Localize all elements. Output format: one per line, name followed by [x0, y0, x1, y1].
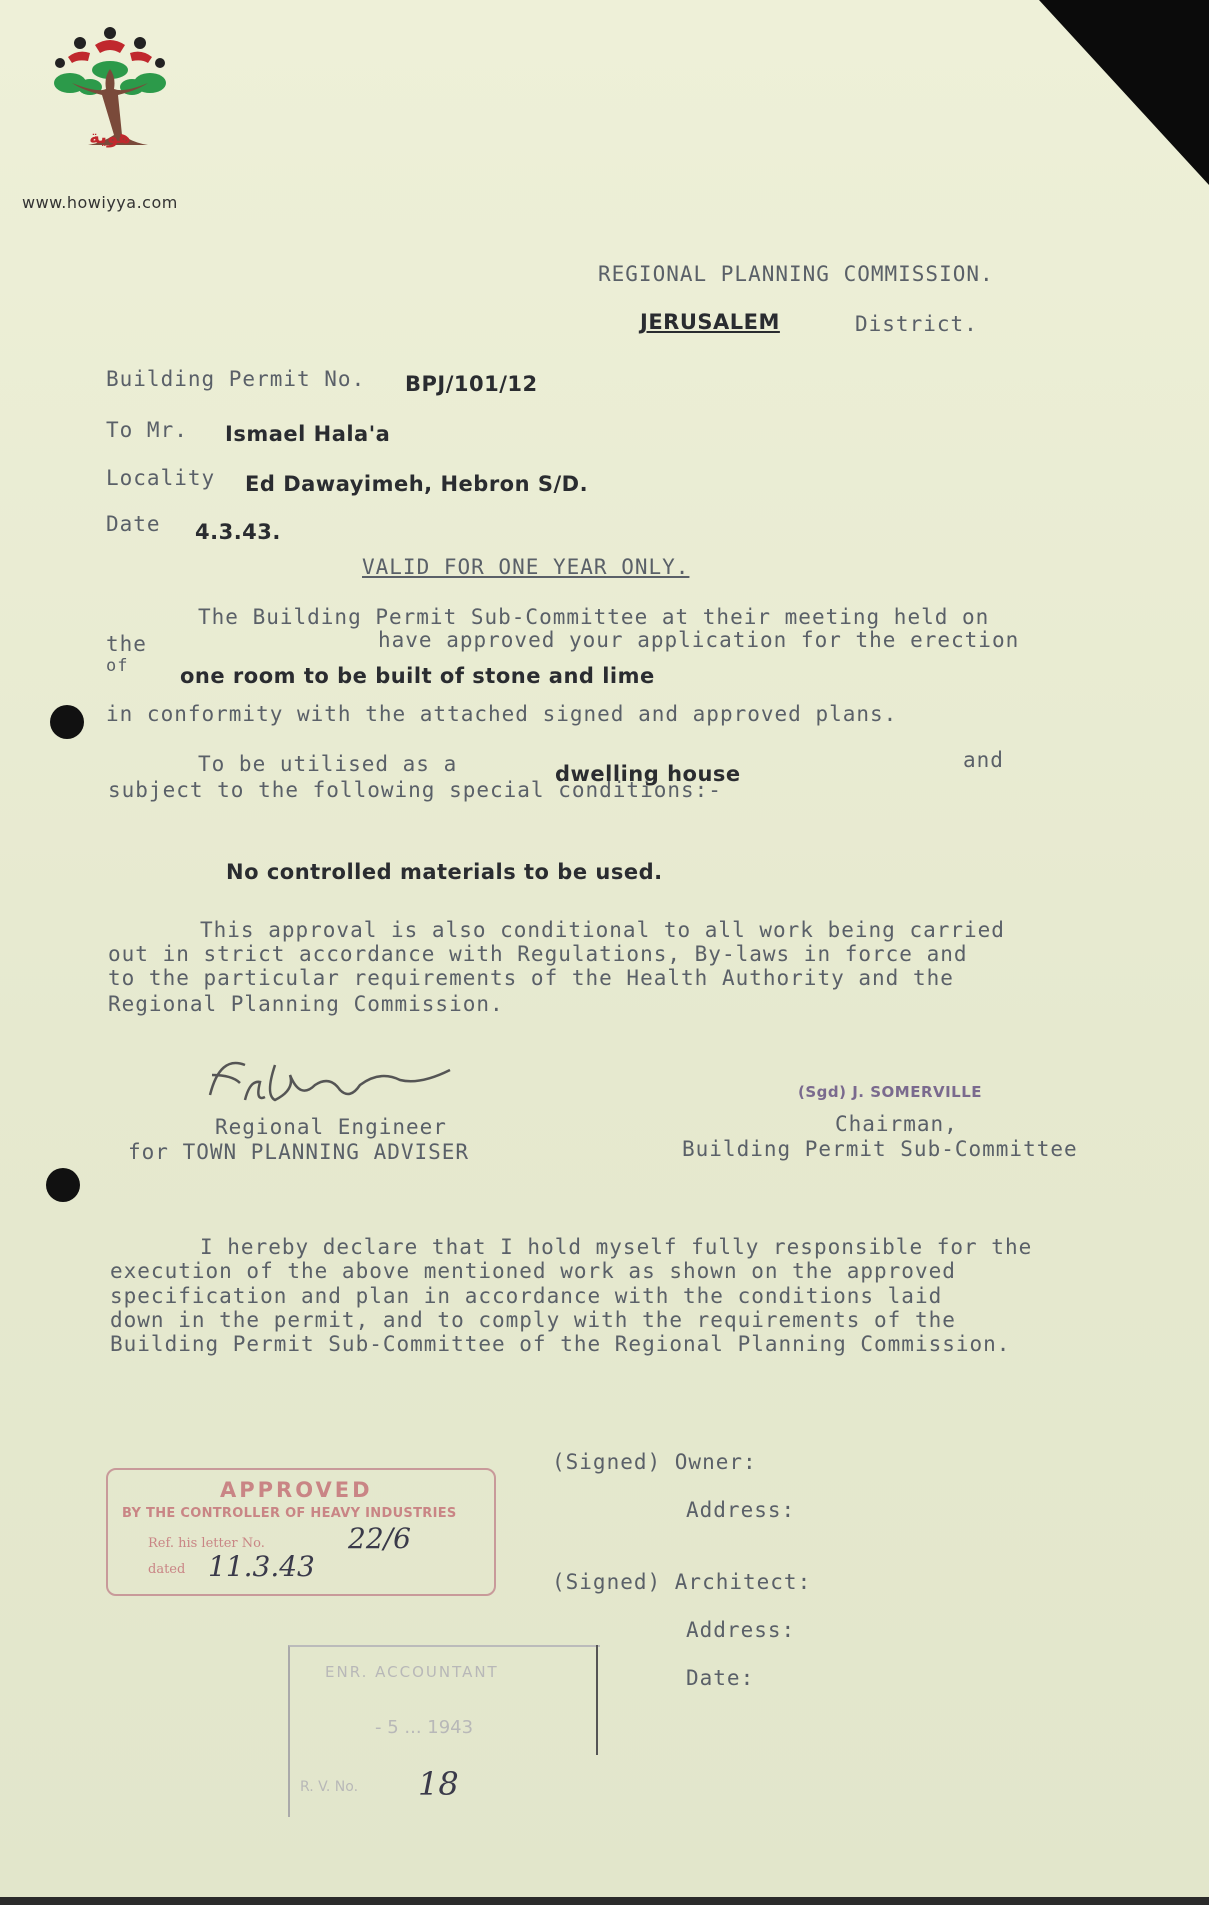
sub-committee-title: Building Permit Sub-Committee: [682, 1137, 1078, 1161]
date-value: 4.3.43.: [195, 520, 281, 544]
howiyya-logo-icon: [40, 25, 180, 175]
approved-stamp-dated-value: 11.3.43: [208, 1550, 315, 1583]
owner-address-label: Address:: [686, 1498, 796, 1522]
rv-stamp: [288, 1645, 600, 1817]
chairman-signed-stamp: (Sgd) J. SOMERVILLE: [798, 1083, 983, 1101]
approved-stamp-heading: APPROVED: [220, 1478, 373, 1502]
body-p2-and: and: [963, 748, 1004, 772]
punch-hole-bottom: [46, 1168, 80, 1202]
body-p2-line2: subject to the following special conditions:-: [108, 778, 722, 802]
svg-text:هوية: هوية: [89, 127, 131, 148]
date-label: Date: [106, 512, 161, 536]
punch-hole-top: [50, 705, 84, 739]
body-p1-line3: in conformity with the attached signed and approved plans.: [106, 702, 898, 726]
to-label: To Mr.: [106, 418, 188, 442]
commission-title: REGIONAL PLANNING COMMISSION.: [598, 262, 994, 286]
architect-signed-label: (Signed) Architect:: [552, 1570, 812, 1594]
folded-corner: [1039, 0, 1209, 185]
declaration-line1: I hereby declare that I hold myself fully responsible for the: [200, 1235, 1033, 1259]
permit-number: BPJ/101/12: [405, 372, 538, 396]
body-p1-of: of: [106, 656, 129, 676]
body-p3-line1: This approval is also conditional to all work being carried: [200, 918, 1005, 942]
chairman-title: Chairman,: [835, 1112, 958, 1136]
body-p3-line3: to the particular requirements of the Health Authority and the: [108, 966, 954, 990]
rv-stamp-date: - 5 ... 1943: [375, 1717, 474, 1738]
body-p1-the: the: [106, 632, 147, 656]
declaration-line2: execution of the above mentioned work as shown on the approved: [110, 1259, 956, 1283]
town-planning-adviser: for TOWN PLANNING ADVISER: [128, 1140, 470, 1164]
scan-edge: [0, 1897, 1209, 1905]
declaration-line3: specification and plan in accordance with the conditions laid: [110, 1284, 943, 1308]
date-field-label: Date:: [686, 1666, 755, 1690]
approved-stamp-sub: BY THE CONTROLLER OF HEAVY INDUSTRIES: [122, 1506, 457, 1521]
body-p3-line2: out in strict accordance with Regulations, By-laws in force and: [108, 942, 968, 966]
engineer-title: Regional Engineer: [215, 1115, 447, 1139]
approved-stamp-ref-label: Ref. his letter No.: [148, 1536, 265, 1551]
district-label: District.: [855, 312, 978, 336]
approved-stamp-ref-no: 22/6: [348, 1522, 411, 1555]
approved-stamp: [106, 1468, 496, 1596]
body-p1-line2: have approved your application for the erection: [378, 628, 1020, 652]
owner-signed-label: (Signed) Owner:: [552, 1450, 757, 1474]
engineer-signature: [190, 1045, 510, 1115]
use-description: dwelling house: [555, 762, 741, 786]
locality-label: Locality: [106, 466, 216, 490]
rv-stamp-value: 18: [418, 1765, 459, 1803]
rv-stamp-label: R. V. No.: [300, 1779, 359, 1795]
declaration-line5: Building Permit Sub-Committee of the Regional Planning Commission.: [110, 1332, 1011, 1356]
special-condition: No controlled materials to be used.: [226, 860, 663, 884]
rv-stamp-edge: [596, 1645, 598, 1755]
approved-stamp-dated-label: dated: [148, 1562, 186, 1577]
erection-description: one room to be built of stone and lime: [180, 664, 655, 688]
to-name: Ismael Hala'a: [225, 422, 391, 446]
architect-address-label: Address:: [686, 1618, 796, 1642]
body-p2-line1: To be utilised as a: [198, 752, 458, 776]
body-p3-line4: Regional Planning Commission.: [108, 992, 504, 1016]
validity-notice: VALID FOR ONE YEAR ONLY.: [362, 555, 690, 579]
logo-url: www.howiyya.com: [22, 193, 178, 212]
locality-value: Ed Dawayimeh, Hebron S/D.: [245, 472, 589, 496]
rv-stamp-top: ENR. ACCOUNTANT: [325, 1663, 499, 1681]
district-name: JERUSALEM: [640, 310, 780, 334]
body-p1-line1: The Building Permit Sub-Committee at their meeting held on: [198, 605, 990, 629]
permit-number-label: Building Permit No.: [106, 367, 366, 391]
declaration-line4: down in the permit, and to comply with the requirements of the: [110, 1308, 956, 1332]
